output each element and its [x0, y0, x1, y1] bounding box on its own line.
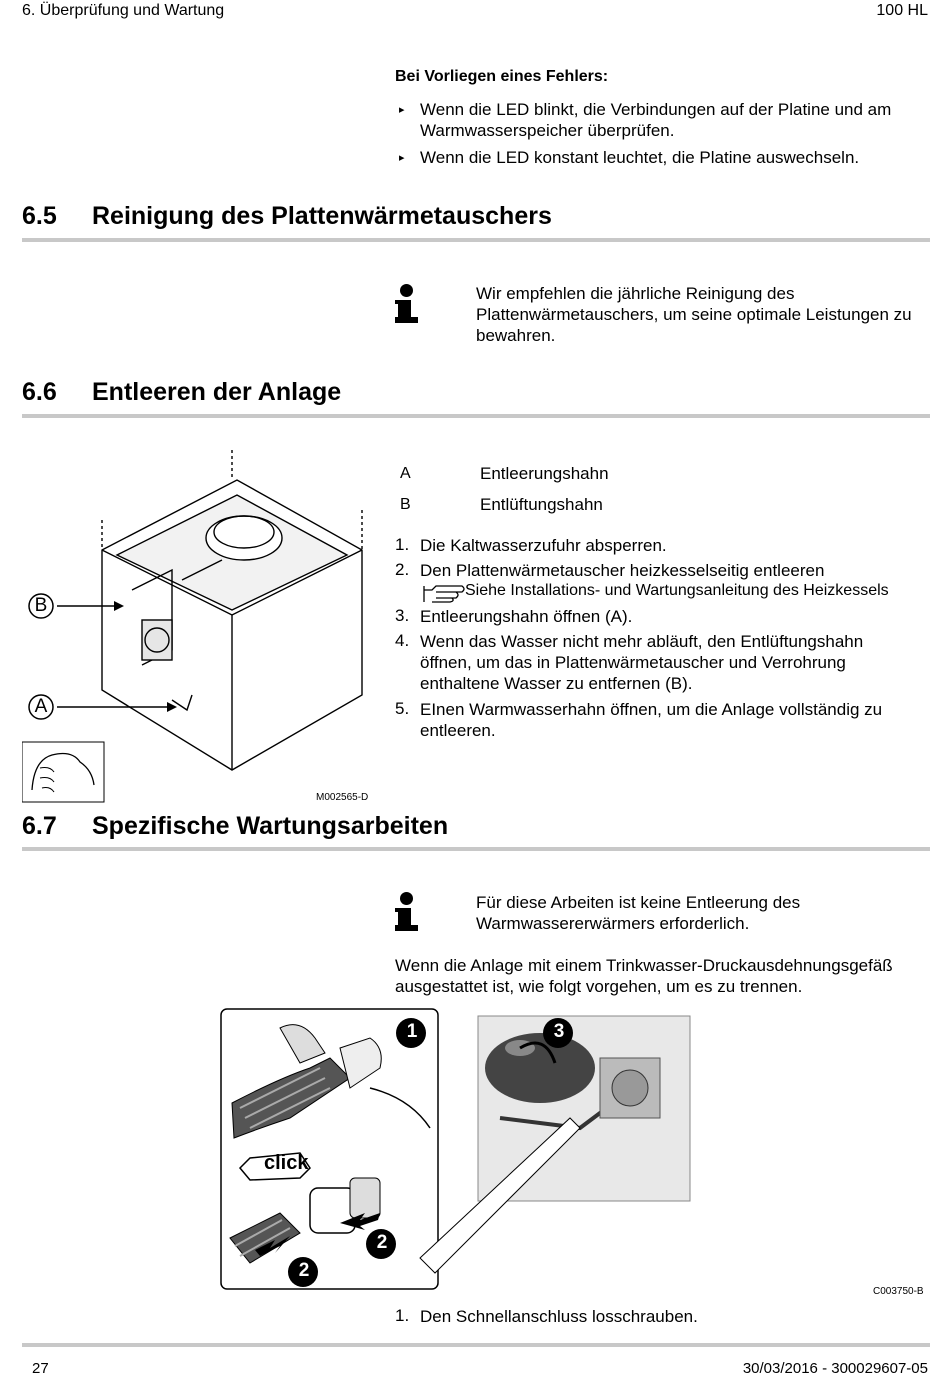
bullet-icon: ▸ [399, 104, 405, 116]
error-title: Bei Vorliegen eines Fehlers: [395, 68, 609, 85]
step-number: 5. [395, 699, 410, 718]
error-bullet-2: Wenn die LED konstant leuchtet, die Platine auswechseln. [420, 148, 860, 167]
step-2: Den Plattenwärmetauscher heizkesselseitig entleeren [420, 561, 825, 580]
marker-step-3: 3 [553, 1021, 565, 1042]
footer-rule [22, 1343, 930, 1347]
legend-key-a: A [400, 465, 411, 482]
step-4: Wenn das Wasser nicht mehr abläuft, den Entlüftungshahn öffnen, um das in Plattenwärmetauscher und Verrohrung enthaltene Wasser zu entfernen (B). [420, 632, 864, 693]
legend-key-b: B [400, 496, 411, 513]
section-6-7-number: 6.7 [22, 812, 57, 840]
marker-step-2: 2 [376, 1232, 388, 1253]
section-6-7-title: Spezifische Wartungsarbeiten [92, 812, 449, 840]
step-number: 4. [395, 631, 410, 650]
footer-doc-id: 30/03/2016 - 300029607-05 [742, 1360, 928, 1377]
section-rule [22, 414, 930, 418]
step-1: Die Kaltwasserzufuhr absperren. [420, 536, 667, 555]
step-number: 1. [395, 535, 410, 554]
section-6-7-info: Für diese Arbeiten ist keine Entleerung des Warmwassererwärmers erforderlich. [476, 893, 801, 933]
section-6-5-info: Wir empfehlen die jährliche Reinigung des Plattenwärmetauschers, um seine optimale Leistungen zu bewahren. [476, 284, 912, 345]
section-rule [22, 238, 930, 242]
click-label: click [264, 1152, 309, 1174]
step-number: 3. [395, 606, 410, 625]
drain-diagram [22, 450, 382, 810]
bullet-icon: ▸ [399, 152, 405, 164]
header-model: 100 HL [876, 2, 928, 19]
step-2-reference: Siehe Installations- und Wartungsanleitung des Heizkessels [465, 582, 889, 599]
callout-b-label: B [34, 595, 48, 616]
section-6-6-number: 6.6 [22, 378, 57, 406]
info-icon [395, 892, 421, 934]
callout-a-label: A [34, 696, 48, 717]
marker-step-2-alt: 2 [298, 1260, 310, 1281]
section-6-5-title: Reinigung des Plattenwärmetauschers [92, 202, 552, 230]
legend-value-b: Entlüftungshahn [480, 495, 603, 514]
section-6-6-title: Entleeren der Anlage [92, 378, 342, 406]
step-3: Entleerungshahn öffnen (A). [420, 607, 633, 626]
header-section: 6. Überprüfung und Wartung [22, 2, 225, 19]
footer-page-number: 27 [32, 1360, 49, 1377]
section-6-7-step-1: Den Schnellanschluss losschrauben. [420, 1307, 698, 1326]
figure-code-m002565: M002565-D [316, 792, 369, 803]
error-bullet-1: Wenn die LED blinkt, die Verbindungen auf der Platine und am Warmwasserspeicher überprüfen. [420, 100, 892, 140]
pointing-hand-icon [422, 582, 466, 604]
section-6-5-number: 6.5 [22, 202, 57, 230]
section-rule [22, 847, 930, 851]
marker-step-1: 1 [406, 1021, 418, 1042]
figure-code-c003750: C003750-B [873, 1286, 924, 1297]
legend-value-a: Entleerungshahn [480, 464, 609, 483]
info-icon [395, 284, 421, 326]
step-5: EInen Warmwasserhahn öffnen, um die Anlage vollständig zu entleeren. [420, 700, 883, 740]
step-number: 2. [395, 560, 410, 579]
section-6-7-intro: Wenn die Anlage mit einem Trinkwasser-Druckausdehnungsgefäß ausgestattet ist, wie folgt vorgehen, um es zu trennen. [395, 956, 893, 996]
step-number: 1. [395, 1306, 410, 1325]
